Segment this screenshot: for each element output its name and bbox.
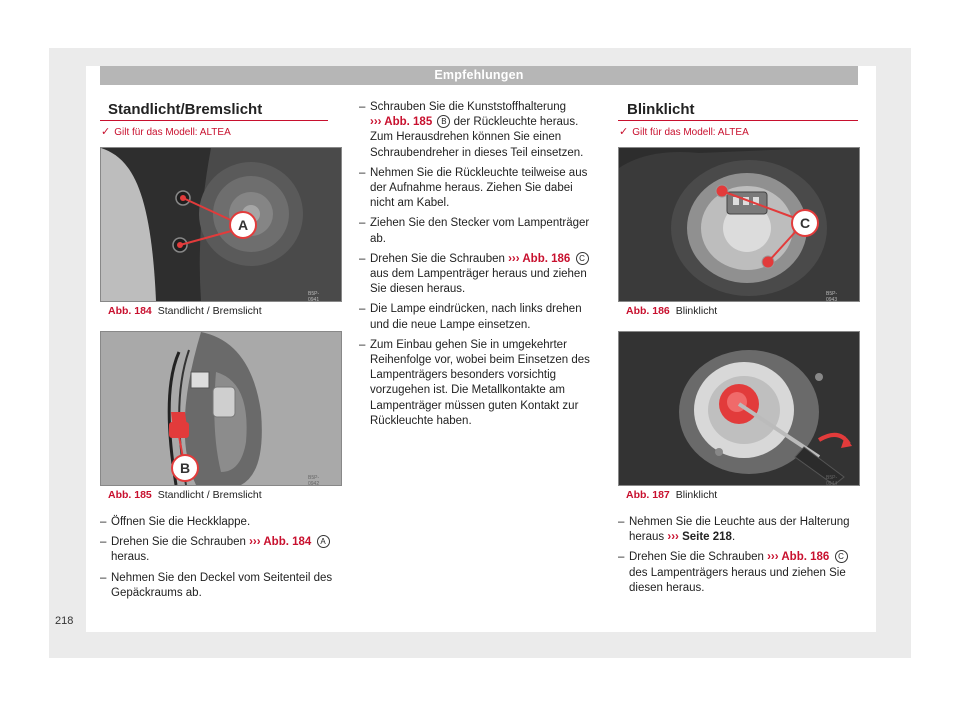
callout-circle: B [437, 115, 450, 128]
figure-image [618, 331, 860, 486]
rear-light-holder-illustration [101, 332, 341, 485]
figure-caption: Abb. 186 Blinklicht [626, 305, 718, 317]
figure-image [100, 147, 342, 302]
section-title-blinklicht: Blinklicht [627, 101, 695, 118]
step-item: – Drehen Sie die Schrauben ››› Abb. 184 A heraus. [100, 535, 340, 565]
step-item: – Ziehen Sie den Stecker vom Lampenträger ab. [359, 217, 590, 245]
step-item: – Drehen Sie die Schrauben ››› Abb. 186 C des Lampenträgers heraus und ziehen Sie diesen heraus. [618, 551, 846, 594]
figure-link[interactable]: Abb. 186 [522, 252, 571, 265]
chapter-header: Empfehlungen [100, 66, 858, 85]
right-step-list [618, 515, 858, 601]
turn-signal-holder-illustration [619, 148, 859, 301]
left-step-list [100, 515, 340, 606]
callout-circle: C [576, 252, 589, 265]
figure-caption: Abb. 184 Standlicht / Bremslicht [108, 305, 262, 317]
callout-label: A [237, 217, 249, 233]
figure-caption: Abb. 185 Standlicht / Bremslicht [108, 489, 262, 501]
figure-caption: Abb. 187 Blinklicht [626, 489, 718, 501]
step-item: – Drehen Sie die Schrauben ››› Abb. 186 C aus dem Lampenträger heraus und ziehen Sie diesen heraus. [359, 252, 587, 296]
figure-image [618, 147, 860, 302]
figure-link[interactable]: Abb. 184 [263, 536, 312, 549]
step-item: – Zum Einbau gehen Sie in umgekehrter Reihenfolge vor, wobei beim Einsetzen des Lampenträgers besonders vorsichtig vorzugehen ist. Die Metallkontakte am Lampenträger müssen guten Kontakt zur Rückleuchte haben. [359, 338, 590, 427]
figure-image [100, 331, 342, 486]
figure-link[interactable]: Abb. 185 [384, 116, 433, 129]
section-title-standlicht: Standlicht/Bremslicht [108, 101, 263, 118]
step-item: – Schrauben Sie die Kunststoffhalterung ››› Abb. 185 B der Rückleuchte heraus. Zum Herausdrehen können Sie einen Schraubendreher in dieses Teil einsetzen. [359, 101, 584, 159]
model-validity: ✓ Gilt für das Modell: ALTEA [619, 126, 749, 138]
step-item: – Die Lampe eindrücken, nach links drehen und die neue Lampe einsetzen. [359, 303, 582, 331]
callout-circle: A [317, 535, 330, 548]
step-item: – Nehmen Sie die Leuchte aus der Halterung heraus ››› Seite 218. [618, 516, 850, 544]
page-number: 218 [55, 615, 74, 627]
section-divider [100, 120, 328, 121]
figure-code: B5P-0942 [308, 475, 320, 487]
callout-label: C [799, 215, 811, 231]
rear-light-illustration [101, 148, 341, 301]
figure-code: B5P-0941 [308, 291, 320, 303]
checkmark-icon: ✓ [619, 126, 629, 138]
model-validity: ✓ Gilt für das Modell: ALTEA [101, 126, 231, 138]
step-item: – Öffnen Sie die Heckklappe. [100, 516, 251, 528]
figure-code: B5P-0944 [826, 475, 838, 487]
step-item: – Nehmen Sie die Rückleuchte teilweise aus der Aufnahme heraus. Ziehen Sie dabei nicht am Kabel. [359, 166, 588, 210]
middle-step-list [359, 100, 599, 434]
page-link[interactable]: Seite 218 [682, 531, 732, 544]
figure-code: B5P-0943 [826, 291, 838, 303]
step-item: – Nehmen Sie den Deckel vom Seitenteil des Gepäckraums ab. [100, 571, 333, 599]
checkmark-icon: ✓ [101, 126, 111, 138]
figure-link[interactable]: Abb. 186 [781, 551, 830, 564]
callout-circle: C [835, 550, 848, 563]
callout-label: B [179, 460, 191, 476]
section-divider [618, 120, 858, 121]
bulb-removal-illustration [619, 332, 859, 485]
